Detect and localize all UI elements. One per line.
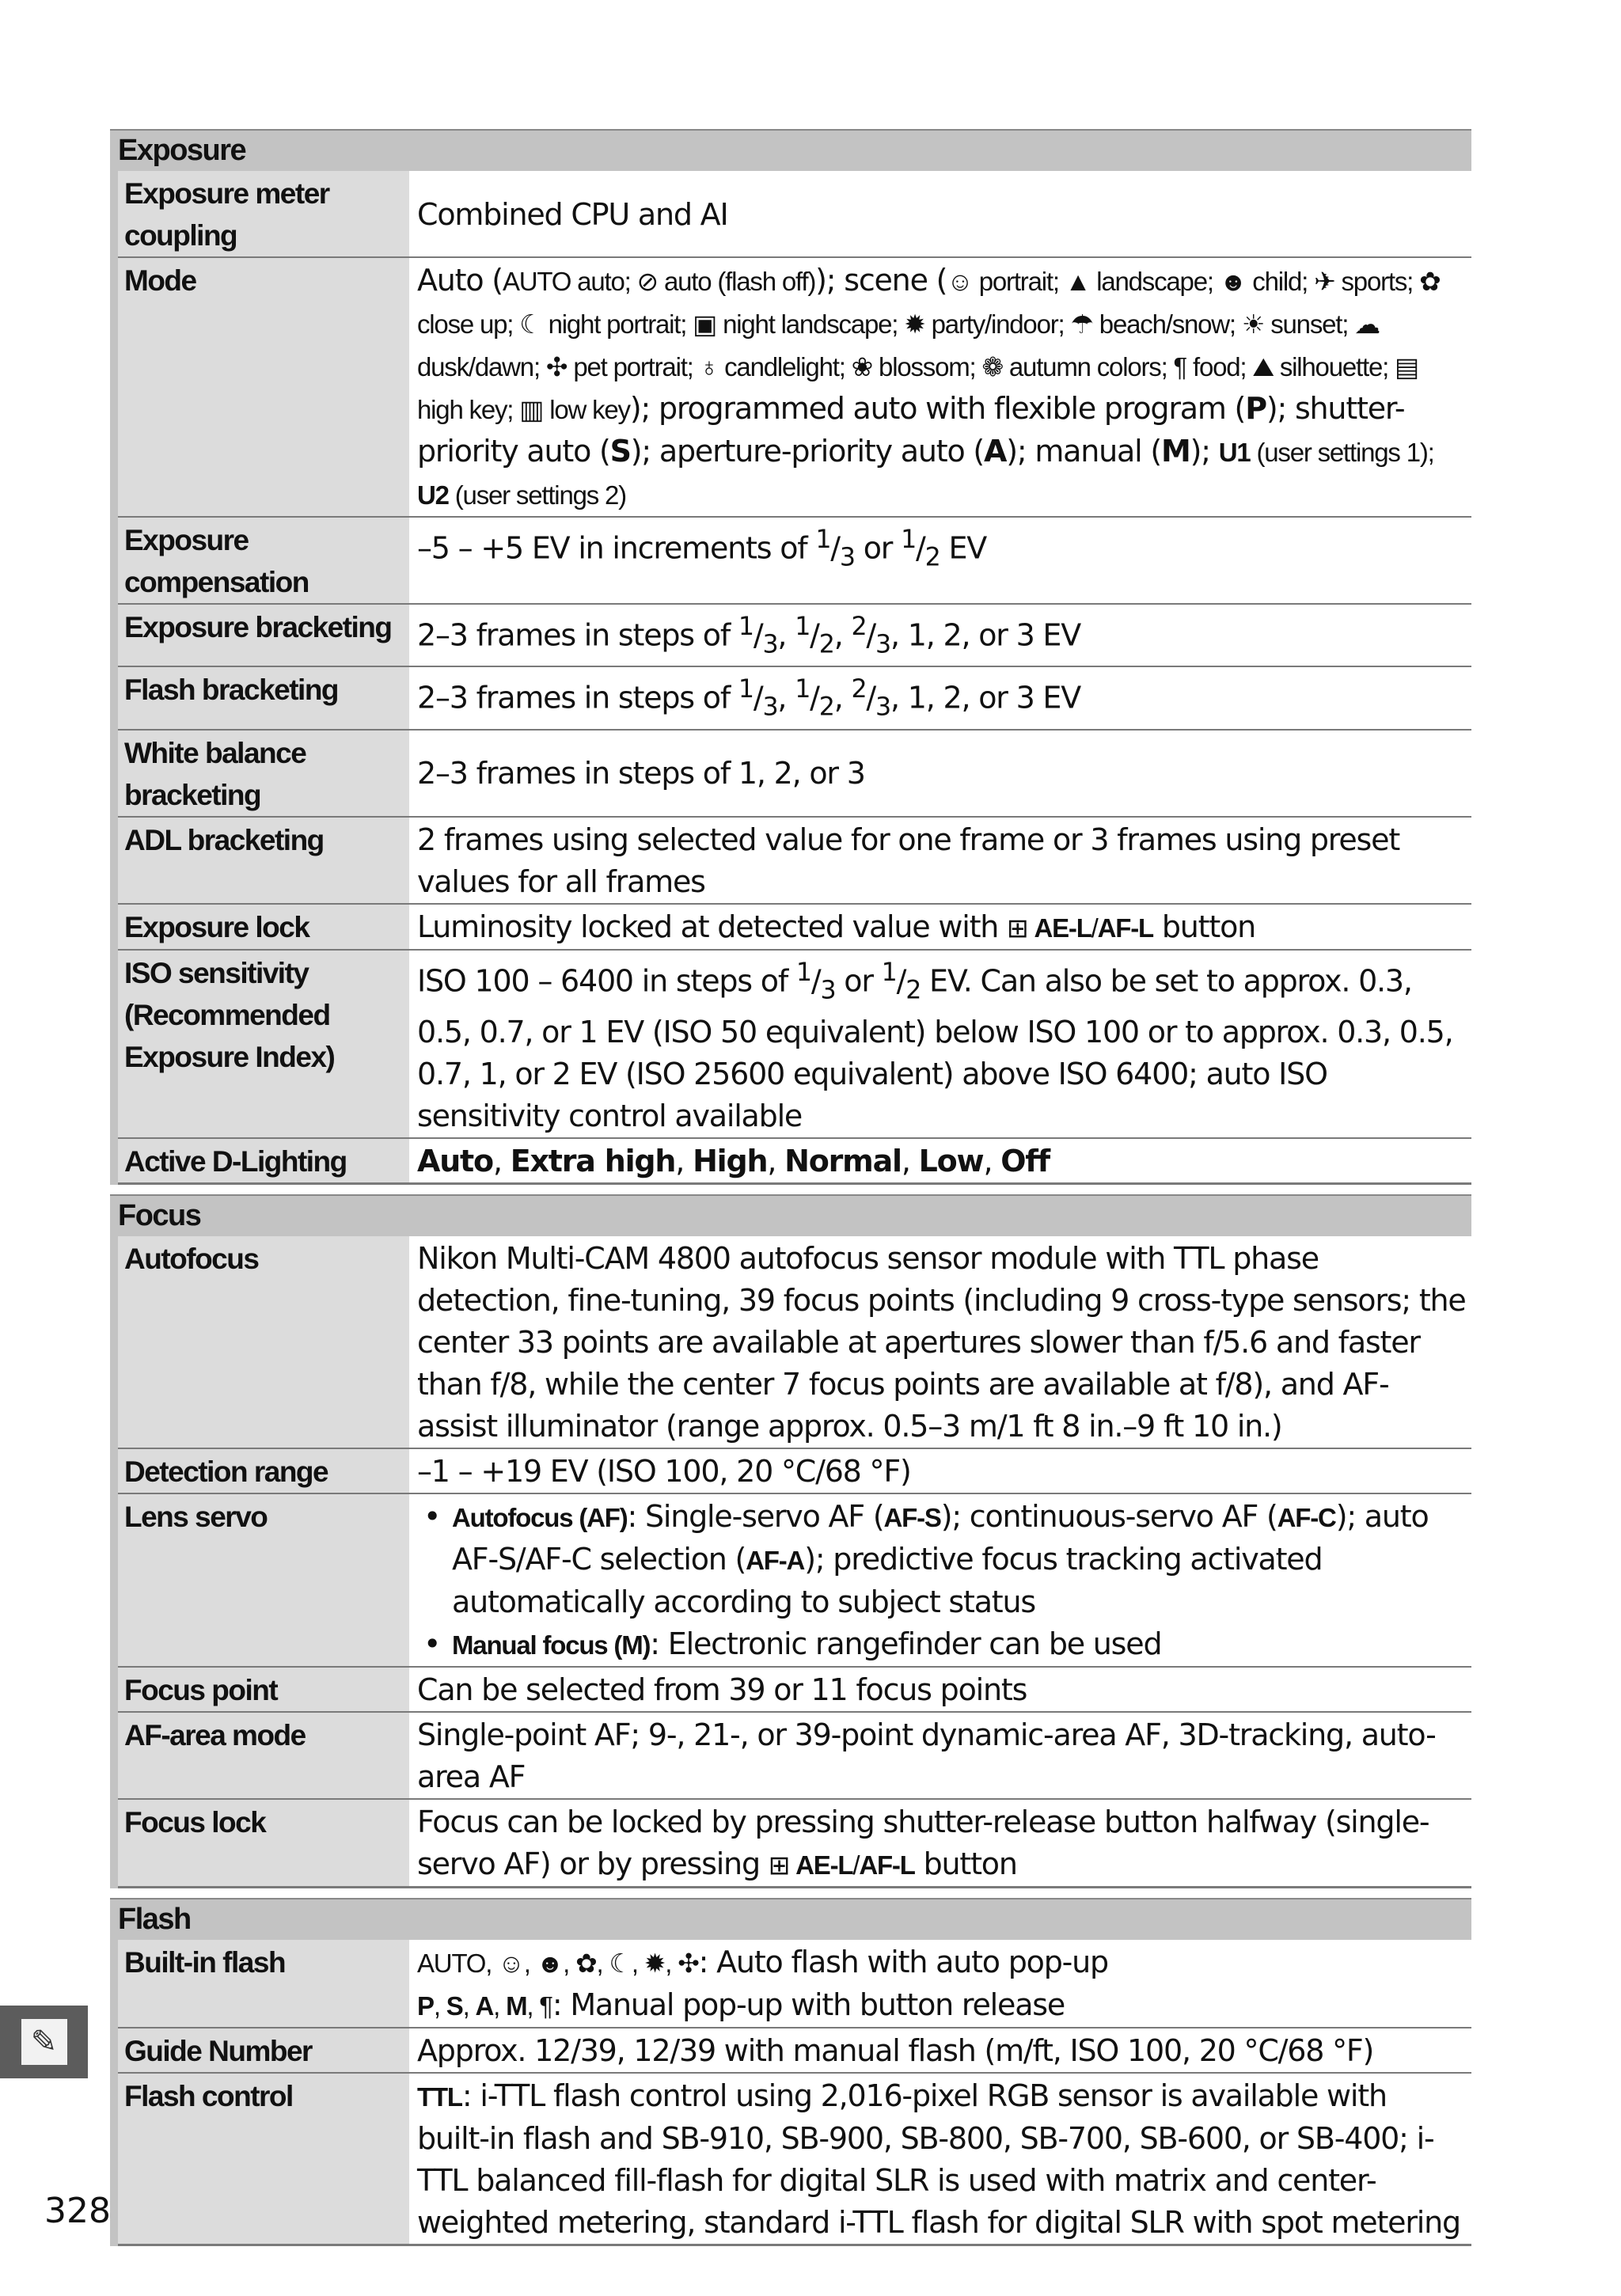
spec-value: Auto, Extra high, High, Normal, Low, Off — [417, 1143, 1050, 1178]
spec-row — [118, 171, 1471, 258]
spec-label: Flash bracketing — [118, 667, 409, 728]
spec-value: Combined CPU and AI — [417, 196, 728, 232]
spec-row — [118, 1494, 1471, 1668]
spec-row — [118, 818, 1471, 905]
spec-label: Exposure meter coupling — [118, 171, 409, 256]
spec-row — [118, 1940, 1471, 2028]
spec-label: Mode — [118, 258, 409, 516]
spec-label: Detection range — [118, 1449, 409, 1493]
spec-row — [118, 605, 1471, 667]
spec-label: Focus lock — [118, 1800, 409, 1886]
spec-value: ISO 100 – 6400 in steps of $^1/_3$ or $^1/_2$ EV. Can also be set to approx. 0.3, 0.5, 0.7, or 1 EV (ISO 50 equivalent) below ISO 100 or to approx. 0.3, 0.5, 0.7, 1, or 2 EV (ISO 25600 equivalent) above ISO 6400; auto ISO sensitivity control available — [417, 958, 1453, 1133]
spec-label: ADL bracketing — [118, 818, 409, 903]
spec-label: White balance bracketing — [118, 731, 409, 816]
page-number: 328 — [44, 2191, 111, 2231]
spec-label: AF-area mode — [118, 1713, 409, 1798]
spec-label: Lens servo — [118, 1494, 409, 1666]
spec-value: Approx. 12/39, 12/39 with manual flash (m/ft, ISO 100, 20 °C/68 °F) — [417, 2032, 1374, 2068]
spec-row — [118, 1713, 1471, 1800]
spec-value: Single-point AF; 9-, 21-, or 39-point dynamic-area AF, 3D-tracking, auto-area AF — [417, 1717, 1436, 1794]
spec-table — [110, 129, 1471, 2256]
spec-value: –1 – +19 EV (ISO 100, 20 °C/68 °F) — [417, 1453, 911, 1489]
spec-row — [118, 731, 1471, 818]
section-body — [110, 1940, 1471, 2246]
spec-label: Focus point — [118, 1668, 409, 1711]
spec-value: Nikon Multi-CAM 4800 autofocus sensor module with TTL phase detection, fine-tuning, 39 focus points (including 9 cross-type sensors; the center 33 points are available at apertures slower than f/5.6 and faster than f/8, while the center 7 focus points are available at f/8), and AF-assist illuminator (range approx. 0.5–3 m/1 ft 8 in.–9 ft 10 in.) — [417, 1240, 1466, 1444]
spec-row — [118, 258, 1471, 518]
section-title: Focus — [110, 1194, 1471, 1236]
spec-row — [118, 1139, 1471, 1185]
section-flash — [110, 1898, 1471, 2246]
section-exposure — [110, 129, 1471, 1185]
spec-label: Autofocus — [118, 1236, 409, 1448]
spec-label: Exposure bracketing — [118, 605, 409, 666]
section-body — [110, 1236, 1471, 1888]
spec-row — [118, 518, 1471, 605]
section-focus — [110, 1194, 1471, 1888]
spec-value: 2–3 frames in steps of 1, 2, or 3 — [417, 756, 865, 791]
spec-value: TTL: i-TTL flash control using 2,016-pixel RGB sensor is available with built-in flash and SB-910, SB-900, SB-800, SB-700, SB-600, or SB-400; i-TTL balanced fill-flash for digital SLR is used with matrix and center-weighted metering, standard i-TTL flash for digital SLR with spot metering — [417, 2078, 1460, 2240]
side-tab — [0, 2006, 88, 2078]
spec-value: Auto (AUTO auto; ⊘ auto (flash off)); scene (☺ portrait; ▲ landscape; ☻ child; ✈ sports; ✿ close up; ☾ night portrait; ▣ night landscape; ✹ party/indoor; ☂ beach/snow; ☀ sunset; ☁ dusk/dawn; ✣ pet portrait; ♁ candlelight; ❀ blossom; ❁ autumn colors; ¶ food; ⛰ silhouette; ▤ high key; ▥ low key); programmed auto with flexible program (P); shutter-priority auto (S); aperture-priority auto (A); manual (M); U1 (user settings 1); U2 (user settings 2) — [417, 263, 1441, 510]
spec-label: Flash control — [118, 2074, 409, 2244]
spec-value: 2–3 frames in steps of $^1/_3$, $^1/_2$, $^2/_3$, 1, 2, or 3 EV — [417, 613, 1081, 659]
spec-row — [118, 667, 1471, 730]
spec-row — [118, 2074, 1471, 2246]
spec-value: 2–3 frames in steps of $^1/_3$, $^1/_2$, $^2/_3$, 1, 2, or 3 EV — [417, 675, 1081, 722]
spec-value: –5 – +5 EV in increments of $^1/_3$ or $^1/_2$ EV — [417, 526, 987, 572]
spec-row — [118, 1236, 1471, 1449]
spec-value: 2 frames using selected value for one frame or 3 frames using preset values for all frames — [417, 822, 1400, 899]
pencil-icon: ✎ — [21, 2019, 67, 2065]
spec-row — [118, 1800, 1471, 1888]
spec-row — [118, 1449, 1471, 1494]
spec-value: Focus can be locked by pressing shutter-release button halfway (single-servo AF) or by pressing ⊞ AE-L/AF-L button — [417, 1804, 1429, 1881]
spec-row — [118, 2028, 1471, 2074]
spec-value: • Autofocus (AF): Single-servo AF (AF-S); continuous-servo AF (AF-C); auto AF-S/AF-C selection (AF-A); predictive focus tracking activated automatically according to subject status • Manual focus (M): Electronic rangefinder can be used — [409, 1494, 1471, 1666]
section-title: Flash — [110, 1898, 1471, 1940]
spec-value: Luminosity locked at detected value with ⊞ AE-L/AF-L button — [417, 909, 1256, 944]
spec-label: Exposure compensation — [118, 518, 409, 603]
spec-value: Can be selected from 39 or 11 focus points — [417, 1672, 1027, 1707]
spec-value: AUTO, ☺, ☻, ✿, ☾, ✹, ✣: Auto flash with auto pop-up P, S, A, M, ¶: Manual pop-up with button release — [417, 1944, 1108, 2022]
spec-label: Active D-Lighting — [118, 1139, 409, 1182]
spec-row — [118, 905, 1471, 951]
section-title: Exposure — [110, 129, 1471, 171]
spec-label: Exposure lock — [118, 905, 409, 949]
spec-row — [118, 1668, 1471, 1713]
spec-label: Built-in flash — [118, 1940, 409, 2027]
spec-row — [118, 951, 1471, 1139]
spec-label: Guide Number — [118, 2028, 409, 2072]
section-body — [110, 171, 1471, 1185]
spec-label: ISO sensitivity (Recommended Exposure Index) — [118, 951, 409, 1137]
